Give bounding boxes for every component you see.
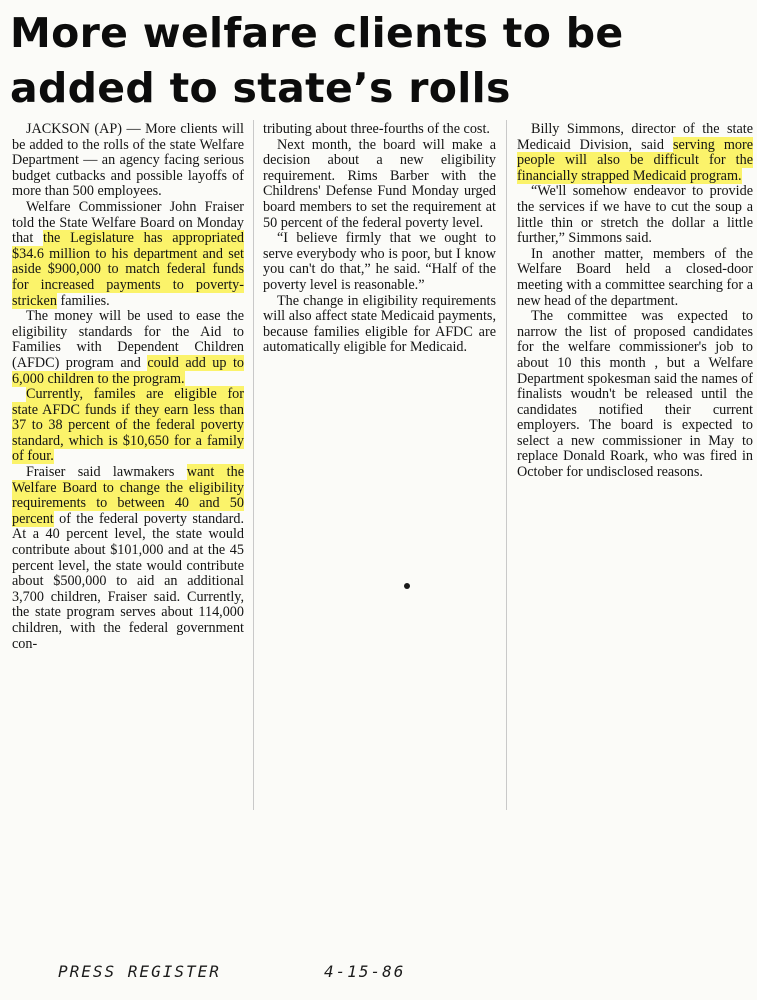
highlighted-text: the Legislature has appropriated $34.6 million to his department and set aside $900,000 to match federal funds for increased payments to poverty-stricken bbox=[12, 230, 244, 309]
handwritten-source: PRESS REGISTER bbox=[58, 962, 221, 981]
ink-dot bbox=[404, 583, 410, 589]
paragraph: In another matter, members of the Welfare Board held a closed-door meeting with a committee searching for a new head of the department. bbox=[517, 245, 753, 309]
headline-line-1: More welfare clients to be bbox=[10, 9, 624, 57]
text-run: Fraiser said lawmakers bbox=[26, 464, 187, 481]
text-run: Billy Simmons, director of the state Medicaid Division, said bbox=[517, 121, 753, 153]
paragraph: Next month, the board will make a decision about a new eligibility requirement. Rims Barber with the Childrens' Defense Fund Monday urged board members to set the requirement at 50 percent of the federal poverty level. bbox=[263, 136, 496, 231]
paragraph: The committee was expected to narrow the list of proposed candidates for the welfare commissioner's job to about 10 this month , but a Welfare Department spokesman said the names of finalists woudn't be released until the candidates notified their current employers. The board is expected to select a new commissioner in May to replace Donald Roark, who was fired in October for undisclosed reasons. bbox=[517, 308, 753, 481]
paragraph: JACKSON (AP) — More clients will be added to the rolls of the state Welfare Department — an agency facing serious budget cutbacks and possible layoffs of more than 500 employees. bbox=[12, 121, 244, 200]
paragraph: The change in eligibility requirements will also affect state Medicaid payments, because families eligible for AFDC are automatically eligible for Medicaid. bbox=[263, 292, 496, 356]
paragraph bbox=[517, 122, 753, 184]
text-run: The money will be used to ease the eligibility standards for the Aid to Families with Dependent Children (AFDC) program and bbox=[12, 308, 244, 371]
column-divider bbox=[506, 120, 507, 810]
article-column-3 bbox=[517, 122, 753, 481]
highlighted-text: Currently, familes are eligible for state AFDC funds if they earn less than 37 to 38 percent of the federal poverty standard, which is $10,650 for a family of four. bbox=[12, 386, 244, 465]
text-run: Welfare Commissioner John Fraiser told the State Welfare Board on Monday that bbox=[12, 198, 244, 247]
headline-line-2: added to state’s rolls bbox=[10, 64, 511, 112]
paragraph bbox=[12, 200, 244, 309]
paragraph bbox=[12, 309, 244, 387]
handwritten-date: 4-15-86 bbox=[324, 962, 406, 981]
article-column-2 bbox=[263, 122, 496, 356]
highlighted-text: want the Welfare Board to change the eligibility requirements to between 40 and 50 percent bbox=[12, 464, 244, 527]
paragraph: tributing about three-fourths of the cost. bbox=[263, 121, 490, 137]
article-column-1 bbox=[12, 122, 244, 652]
paragraph bbox=[12, 465, 244, 652]
paragraph bbox=[12, 387, 244, 465]
text-run: families. bbox=[56, 292, 110, 309]
paragraph: “We'll somehow endeavor to provide the services if we have to cut the soup a little thin or stretch the dollar a little further,” Simmons said. bbox=[517, 183, 753, 247]
paragraph: “I believe firmly that we ought to serve everybody who is poor, but I know you can't do that,” he said. “Half of the poverty level is reasonable.” bbox=[263, 230, 496, 293]
column-divider bbox=[253, 120, 254, 810]
headline bbox=[10, 6, 750, 116]
highlighted-text: serving more people will also be difficult for the financially strapped Medicaid program. bbox=[517, 136, 753, 184]
highlighted-text: could add up to 6,000 children to the program. bbox=[12, 354, 245, 387]
text-run: of the federal poverty standard. At a 40 percent level, the state would contribute about $101,000 and at the 45 percent level, the state would contribute about $500,000 to aid an additional 3,700 children, Fraiser said. Currently, the state program serves about 114,000 children, with the federal government con- bbox=[12, 510, 244, 652]
